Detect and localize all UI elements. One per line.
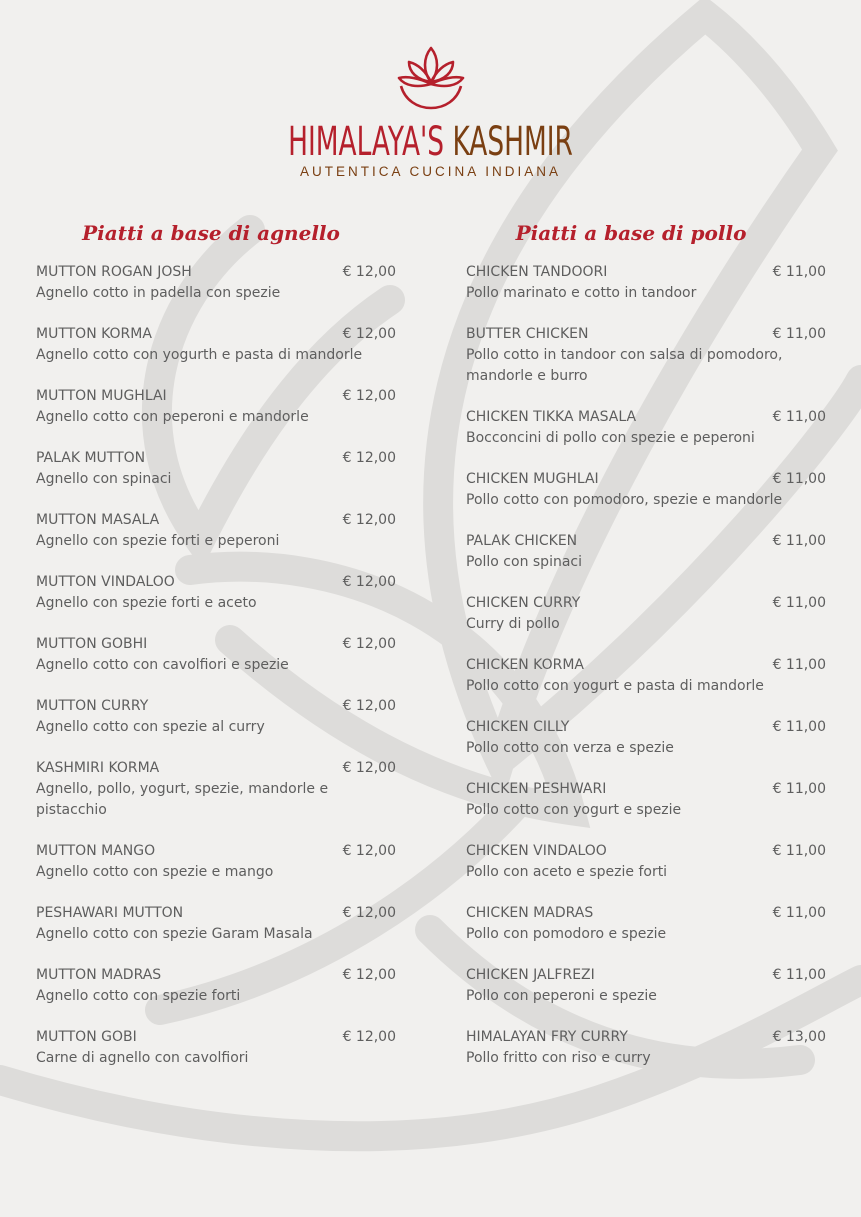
menu-item-name: CHICKEN CURRY — [466, 595, 581, 611]
menu-item-description: Agnello cotto con spezie al curry — [36, 719, 265, 735]
menu-item-description: Agnello con spezie forti e aceto — [36, 595, 257, 611]
menu-item — [466, 841, 826, 883]
menu-item-description: Agnello cotto con cavolfiori e spezie — [36, 657, 289, 673]
menu-item-header — [466, 717, 826, 738]
menu-item-name: MUTTON VINDALOO — [36, 574, 175, 590]
menu-item — [466, 655, 826, 697]
menu-item — [466, 262, 826, 304]
menu-item-header — [466, 841, 826, 862]
menu-item — [466, 531, 826, 573]
menu-item — [36, 903, 396, 945]
menu-item — [36, 841, 396, 883]
menu-item-header — [36, 1027, 396, 1048]
menu-item-description: Pollo con pomodoro e spezie — [466, 926, 667, 942]
menu-item — [36, 1027, 396, 1069]
menu-item-price: € 12,00 — [342, 388, 396, 404]
menu-item-header — [466, 407, 826, 428]
menu-item-price: € 11,00 — [772, 781, 826, 797]
menu-item-price: € 11,00 — [772, 471, 826, 487]
menu-item-name: CHICKEN JALFREZI — [466, 967, 595, 983]
restaurant-header — [0, 44, 861, 179]
menu-item — [466, 324, 826, 387]
menu-item-description: Pollo con peperoni e spezie — [466, 988, 657, 1004]
menu-item-price: € 12,00 — [342, 636, 396, 652]
menu-item-description: Agnello cotto con yogurth e pasta di mandorle — [36, 347, 363, 363]
menu-item-header — [36, 903, 396, 924]
menu-item-description: Curry di pollo — [466, 616, 560, 632]
menu-item-header — [36, 841, 396, 862]
menu-item — [36, 324, 396, 366]
menu-item-name: PALAK CHICKEN — [466, 533, 578, 549]
section-title-lamb: Piatti a base di agnello — [82, 221, 340, 245]
menu-item — [466, 469, 826, 511]
menu-item-header — [466, 1027, 826, 1048]
menu-item-price: € 12,00 — [342, 326, 396, 342]
menu-item-name: CHICKEN TANDOORI — [466, 264, 608, 280]
menu-item — [36, 696, 396, 738]
menu-item-price: € 12,00 — [342, 760, 396, 776]
menu-item-price: € 12,00 — [342, 512, 396, 528]
menu-item-description: Agnello con spezie forti e peperoni — [36, 533, 280, 549]
menu-item — [466, 717, 826, 759]
menu-item-description: Pollo cotto in tandoor con salsa di pomodoro, mandorle e burro — [466, 347, 783, 384]
menu-item-header — [36, 965, 396, 986]
menu-item-name: CHICKEN CILLY — [466, 719, 570, 735]
menu-item-price: € 11,00 — [772, 719, 826, 735]
menu-item-description: Pollo marinato e cotto in tandoor — [466, 285, 697, 301]
menu-item-description: Agnello cotto con peperoni e mandorle — [36, 409, 309, 425]
menu-item-name: KASHMIRI KORMA — [36, 760, 160, 776]
menu-item — [36, 262, 396, 304]
menu-item-description: Pollo cotto con yogurt e pasta di mandorle — [466, 678, 764, 694]
menu-item-description: Agnello cotto con spezie forti — [36, 988, 241, 1004]
menu-item-description: Agnello cotto in padella con spezie — [36, 285, 281, 301]
lotus-icon — [395, 44, 467, 114]
menu-item — [466, 593, 826, 635]
menu-item — [466, 903, 826, 945]
menu-item-header — [466, 469, 826, 490]
menu-item-name: CHICKEN VINDALOO — [466, 843, 607, 859]
menu-item-header — [36, 510, 396, 531]
menu-item-description: Pollo con spinaci — [466, 554, 582, 570]
menu-item-header — [466, 593, 826, 614]
menu-item-price: € 11,00 — [772, 409, 826, 425]
restaurant-tagline: AUTENTICA CUCINA INDIANA — [299, 164, 562, 179]
menu-item-header — [36, 758, 396, 779]
menu-item-name: MUTTON MADRAS — [36, 967, 162, 983]
chicken-dishes-list — [466, 262, 826, 1069]
menu-item-price: € 12,00 — [342, 264, 396, 280]
menu-item-description: Agnello, pollo, yogurt, spezie, mandorle e pistacchio — [36, 781, 329, 818]
menu-item-price: € 12,00 — [342, 698, 396, 714]
menu-item-price: € 11,00 — [772, 264, 826, 280]
menu-item-name: PESHAWARI MUTTON — [36, 905, 184, 921]
menu-item-price: € 11,00 — [772, 533, 826, 549]
menu-item — [466, 407, 826, 449]
menu-item-header — [36, 696, 396, 717]
restaurant-name-part2: KASHMIR — [452, 119, 573, 165]
menu-item-header — [466, 779, 826, 800]
menu-item-name: CHICKEN MADRAS — [466, 905, 594, 921]
menu-item — [466, 1027, 826, 1069]
menu-item-description: Pollo fritto con riso e curry — [466, 1050, 651, 1066]
menu-item-price: € 12,00 — [342, 967, 396, 983]
menu-item-price: € 12,00 — [342, 843, 396, 859]
menu-item-header — [466, 262, 826, 283]
menu-item — [36, 965, 396, 1007]
menu-item-name: MUTTON MUGHLAI — [36, 388, 167, 404]
menu-item-header — [466, 903, 826, 924]
menu-item-name: BUTTER CHICKEN — [466, 326, 589, 342]
menu-item-header — [36, 262, 396, 283]
menu-item-name: MUTTON GOBI — [36, 1029, 137, 1045]
menu-item-name: CHICKEN KORMA — [466, 657, 584, 673]
menu-item-header — [36, 324, 396, 345]
menu-item-description: Agnello cotto con spezie Garam Masala — [36, 926, 313, 942]
restaurant-name-part1: HIMALAYA'S — [288, 119, 445, 165]
menu-item-name: MUTTON KORMA — [36, 326, 152, 342]
menu-item — [36, 758, 396, 821]
menu-item-description: Pollo cotto con verza e spezie — [466, 740, 674, 756]
restaurant-name — [146, 120, 714, 164]
section-title-chicken: Piatti a base di pollo — [515, 221, 747, 245]
menu-item-description: Carne di agnello con cavolfiori — [36, 1050, 249, 1066]
lamb-dishes-column — [36, 218, 396, 1089]
menu-item-name: MUTTON MANGO — [36, 843, 156, 859]
menu-item-name: MUTTON CURRY — [36, 698, 149, 714]
menu-item-description: Pollo con aceto e spezie forti — [466, 864, 668, 880]
menu-item-name: HIMALAYAN FRY CURRY — [466, 1029, 628, 1045]
menu-item-price: € 12,00 — [342, 1029, 396, 1045]
menu-item-price: € 11,00 — [772, 843, 826, 859]
menu-item-price: € 13,00 — [772, 1029, 826, 1045]
menu-item-name: PALAK MUTTON — [36, 450, 146, 466]
menu-item-header — [466, 655, 826, 676]
lamb-dishes-list — [36, 262, 396, 1069]
menu-item-price: € 12,00 — [342, 450, 396, 466]
menu-item — [466, 779, 826, 821]
menu-item-price: € 11,00 — [772, 595, 826, 611]
menu-item-description: Agnello cotto con spezie e mango — [36, 864, 274, 880]
menu-item-description: Pollo cotto con pomodoro, spezie e mandorle — [466, 492, 783, 508]
menu-item-header — [36, 572, 396, 593]
menu-item-price: € 12,00 — [342, 574, 396, 590]
menu-item-description: Agnello con spinaci — [36, 471, 172, 487]
menu-item-header — [36, 634, 396, 655]
menu-item-name: MUTTON ROGAN JOSH — [36, 264, 192, 280]
menu-item-header — [36, 386, 396, 407]
menu-item-name: MUTTON GOBHI — [36, 636, 148, 652]
menu-item-header — [466, 324, 826, 345]
menu-item-price: € 11,00 — [772, 326, 826, 342]
menu-item — [36, 386, 396, 428]
menu-item — [36, 448, 396, 490]
menu-item-description: Pollo cotto con yogurt e spezie — [466, 802, 682, 818]
menu-item-name: CHICKEN PESHWARI — [466, 781, 607, 797]
menu-item-description: Bocconcini di pollo con spezie e peperoni — [466, 430, 755, 446]
menu-item-header — [466, 965, 826, 986]
menu-item-name: CHICKEN TIKKA MASALA — [466, 409, 637, 425]
menu-item — [36, 572, 396, 614]
chicken-dishes-column — [466, 218, 826, 1089]
menu-item — [36, 634, 396, 676]
menu-item-header — [466, 531, 826, 552]
menu-item — [36, 510, 396, 552]
menu-item-price: € 11,00 — [772, 905, 826, 921]
menu-item-header — [36, 448, 396, 469]
menu-item-price: € 11,00 — [772, 657, 826, 673]
menu-item — [466, 965, 826, 1007]
menu-item-price: € 11,00 — [772, 967, 826, 983]
menu-item-name: CHICKEN MUGHLAI — [466, 471, 599, 487]
menu-item-price: € 12,00 — [342, 905, 396, 921]
menu-item-name: MUTTON MASALA — [36, 512, 160, 528]
